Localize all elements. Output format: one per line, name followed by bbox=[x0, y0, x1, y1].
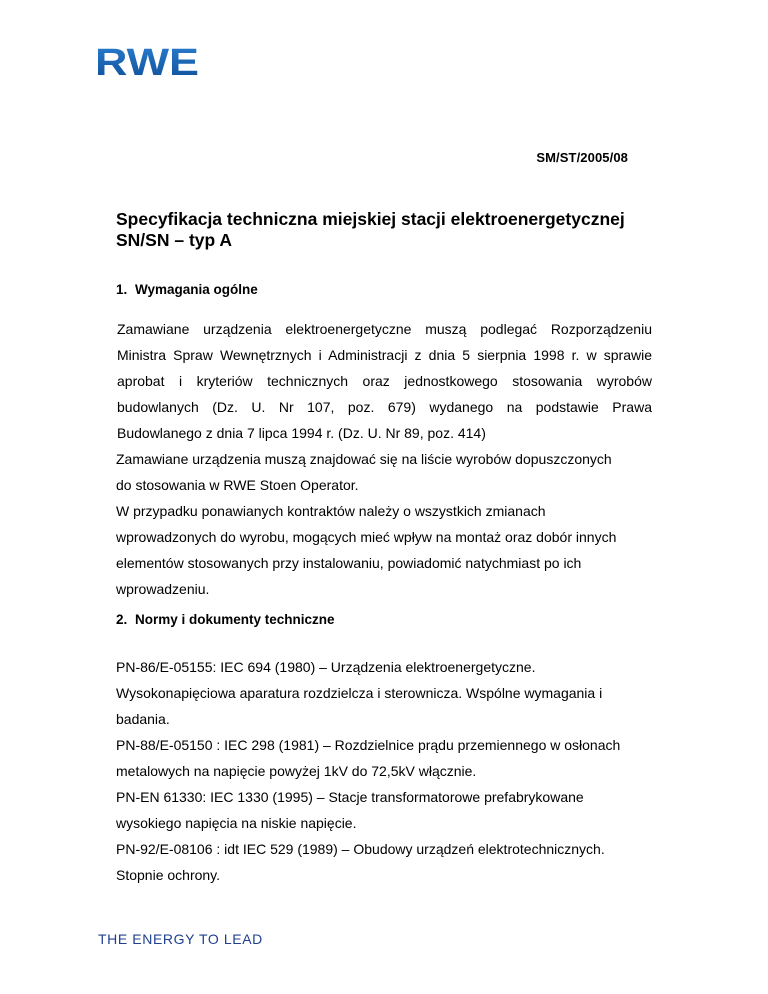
paragraph-line: wprowadzeniu. bbox=[116, 581, 210, 597]
paragraph-line: wysokiego napięcia na niskie napięcie. bbox=[116, 815, 357, 831]
paragraph-line: do stosowania w RWE Stoen Operator. bbox=[116, 477, 359, 493]
paragraph-line: metalowych na napięcie powyżej 1kV do 72,5kV włącznie. bbox=[116, 763, 477, 779]
paragraph-line: elementów stosowanych przy instalowaniu, powiadomić natychmiast po ich bbox=[116, 555, 582, 571]
paragraph-line: Zamawiane urządzenia elektroenergetyczne muszą podlegać Rozporządzeniu bbox=[117, 321, 652, 337]
paragraph-line: PN-92/E-08106 : idt IEC 529 (1989) – Obudowy urządzeń elektrotechnicznych. bbox=[116, 841, 605, 857]
section-2-paragraph bbox=[116, 654, 652, 888]
paragraph-line: wprowadzonych do wyrobu, mogących mieć wpływ na montaż oraz dobór innych bbox=[116, 529, 617, 545]
paragraph-line: budowlanych (Dz. U. Nr 107, poz. 679) wydanego na podstawie Prawa bbox=[117, 399, 652, 415]
section-2-title: Normy i dokumenty techniczne bbox=[135, 612, 335, 627]
section-2-heading bbox=[116, 612, 335, 627]
section-1-paragraph bbox=[116, 446, 652, 602]
section-1-title: Wymagania ogólne bbox=[135, 282, 258, 297]
footer-tagline: THE ENERGY TO LEAD bbox=[98, 931, 263, 947]
paragraph-line: Ministra Spraw Wewnętrznych i Administracji z dnia 5 sierpnia 1998 r. w sprawie bbox=[117, 347, 652, 363]
paragraph-line: Stopnie ochrony. bbox=[116, 867, 221, 883]
rwe-logo-text: RWE bbox=[95, 44, 199, 80]
section-1-heading bbox=[116, 282, 258, 297]
paragraph-line: Budowlanego z dnia 7 lipca 1994 r. (Dz. U. Nr 89, poz. 414) bbox=[117, 425, 486, 441]
paragraph-line: PN-EN 61330: IEC 1330 (1995) – Stacje transformatorowe prefabrykowane bbox=[116, 789, 584, 805]
paragraph-line: PN-88/E-05150 : IEC 298 (1981) – Rozdzielnice prądu przemiennego w osłonach bbox=[116, 737, 621, 753]
section-1-justified-paragraph bbox=[117, 316, 652, 446]
section-2-number: 2. bbox=[116, 612, 128, 627]
paragraph-line: Wysokonapięciowa aparatura rozdzielcza i sterownicza. Wspólne wymagania i bbox=[116, 685, 603, 701]
paragraph-line: Zamawiane urządzenia muszą znajdować się na liście wyrobów dopuszczonych bbox=[116, 451, 612, 467]
paragraph-line: W przypadku ponawianych kontraktów należy o wszystkich zmianach bbox=[116, 503, 546, 519]
rwe-logo bbox=[95, 44, 201, 80]
document-code: SM/ST/2005/08 bbox=[536, 150, 628, 165]
title-line-1: Specyfikacja techniczna miejskiej stacji elektroenergetycznej bbox=[116, 209, 625, 229]
document-title bbox=[116, 209, 676, 251]
title-line-2: SN/SN – typ A bbox=[116, 230, 233, 250]
section-1-number: 1. bbox=[116, 282, 128, 297]
paragraph-line: badania. bbox=[116, 711, 170, 727]
paragraph-line: aprobat i kryteriów technicznych oraz jednostkowego stosowania wyrobów bbox=[117, 373, 652, 389]
paragraph-line: PN-86/E-05155: IEC 694 (1980) – Urządzenia elektroenergetyczne. bbox=[116, 659, 536, 675]
